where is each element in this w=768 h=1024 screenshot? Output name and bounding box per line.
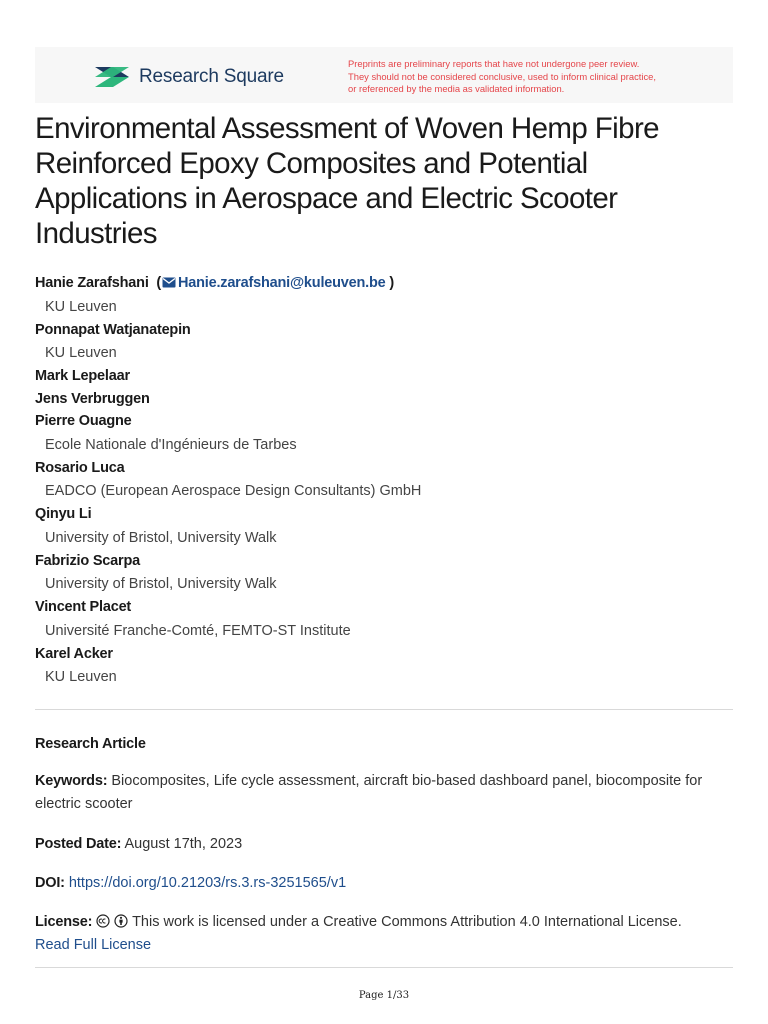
keywords (35, 770, 735, 816)
divider (35, 967, 733, 968)
doi (35, 872, 735, 895)
author-affiliation: KU Leuven (45, 669, 117, 685)
research-square-logo-icon (93, 63, 131, 91)
author-name: Mark Lepelaar (35, 368, 130, 384)
author-name: Rosario Luca (35, 459, 125, 476)
author-name: Qinyu Li (35, 506, 92, 522)
author-name-text: Hanie Zarafshani (35, 275, 149, 291)
author-name: Fabrizio Scarpa (35, 552, 140, 569)
author-affiliation: KU Leuven (45, 298, 117, 315)
article-type-label: Research Article (35, 736, 146, 752)
preprint-banner (35, 47, 733, 103)
disclaimer-line: They should not be considered conclusive, used to inform clinical practice, (348, 70, 656, 82)
author-name: Pierre Ouagne (35, 413, 132, 429)
author-affiliation: University of Bristol, University Walk (45, 529, 277, 546)
keywords-value: Biocomposites, Life cycle assessment, aircraft bio-based dashboard panel, biocomposite for electric scooter (35, 773, 703, 812)
posted-date (35, 833, 735, 856)
author-affiliation: Ecole Nationale d'Ingénieurs de Tarbes (45, 436, 297, 453)
logo-text: Research Square (139, 66, 284, 87)
posted-date-label: Posted Date: (35, 836, 122, 852)
author-name: Jens Verbruggen (35, 390, 150, 407)
doi-link[interactable]: https://doi.org/10.21203/rs.3.rs-3251565/v1 (68, 875, 347, 891)
author-affiliation: KU Leuven (45, 345, 117, 361)
author-email-link[interactable]: Hanie.zarafshani@kuleuven.be (177, 275, 386, 291)
license-text: This work is licensed under a Creative Commons Attribution 4.0 International License. (132, 914, 682, 930)
license (35, 911, 735, 957)
author-name: Hanie Zarafshani ( Hanie.zarafshani@kuleuven.be ) (35, 275, 395, 291)
author-name: Vincent Placet (35, 599, 132, 615)
author-name: Karel Acker (35, 645, 113, 662)
envelope-icon (162, 277, 176, 288)
posted-date-value: August 17th, 2023 (124, 836, 243, 852)
article-type (35, 733, 735, 756)
author-affiliation: EADCO (European Aerospace Design Consultants) GmbH (45, 483, 422, 499)
cc-icon (96, 914, 110, 928)
author-name: Ponnapat Watjanatepin (35, 321, 191, 338)
doi-label: DOI: (35, 875, 65, 891)
preprint-disclaimer (348, 58, 718, 96)
paper-title: Environmental Assessment of Woven Hemp Fibre Reinforced Epoxy Composites and Potential Applications in Aerospace and Electric Scooter Industries (35, 112, 659, 250)
license-label: License: (35, 914, 93, 930)
read-full-license-link[interactable]: Read Full License (35, 937, 152, 953)
keywords-label: Keywords: (35, 773, 108, 789)
research-square-logo[interactable] (93, 63, 284, 91)
disclaimer-line: or referenced by the media as validated information. (348, 83, 565, 95)
author-affiliation: Université Franche-Comté, FEMTO-ST Institute (45, 622, 351, 639)
author-affiliation: University of Bristol, University Walk (45, 576, 277, 592)
disclaimer-line: Preprints are preliminary reports that have not undergone peer review. (348, 58, 640, 69)
attribution-icon (114, 914, 128, 928)
page-number: Page 1/33 (358, 990, 410, 1001)
divider (35, 709, 733, 710)
author-list (35, 272, 735, 689)
